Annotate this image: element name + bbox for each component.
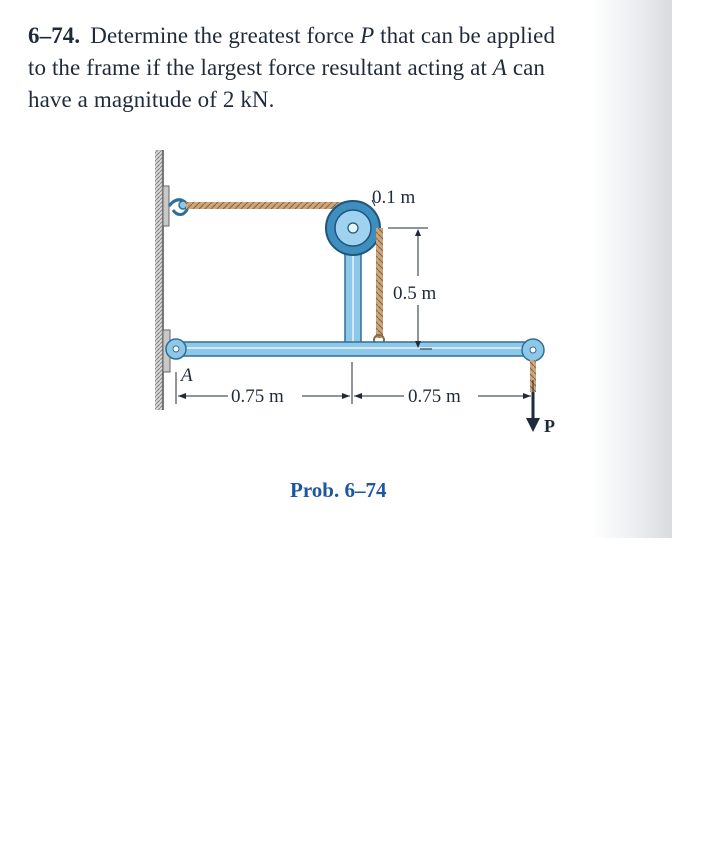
variable-a: A [492,55,507,80]
bottom-dimensions [176,362,533,404]
wall-support [155,150,163,410]
problem-line-1: 6–74. Determine the greatest force P that can be applied [28,23,556,48]
force-p-label: P [544,416,555,436]
horizontal-beam [170,342,532,356]
point-a-label: A [181,365,193,386]
vertical-member [345,240,361,348]
figure-caption: Prob. 6–74 [290,478,387,502]
dim-height-label: 0.5 m [393,283,437,304]
pulley [326,201,380,255]
problem-number: 6–74. [28,23,81,48]
dim-right-label: 0.75 m [408,386,461,407]
variable-p: P [360,23,375,48]
dim-left-label: 0.75 m [231,386,284,407]
problem-line-3: have a magnitude of 2 kN. [28,87,275,112]
rope-horizontal [186,202,344,209]
rope-vertical [376,228,383,338]
dim-radius-label: 0.1 m [372,187,416,208]
upper-wall-bracket [163,186,188,226]
problem-line-2: to the frame if the largest force resultant acting at A can [28,55,546,80]
